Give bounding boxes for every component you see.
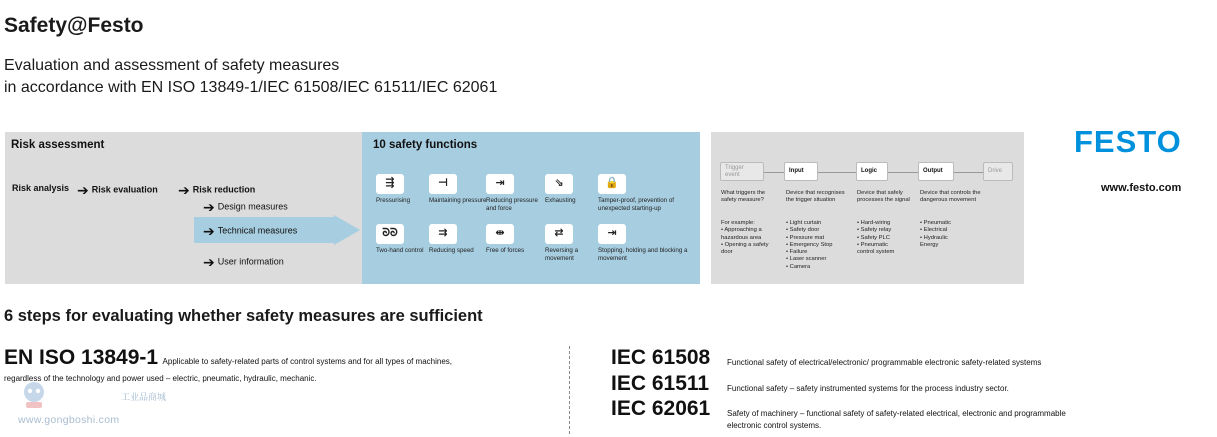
safety-function-label: Pressurising [376, 197, 411, 204]
iec-61511-name: IEC 61511 [611, 372, 710, 395]
steps-heading: 6 steps for evaluating whether safety measures are sufficient [4, 307, 483, 325]
risk-evaluation-label: Risk evaluation [91, 184, 158, 195]
watermark-url: www.gongboshi.com [18, 414, 120, 426]
safety-function-item [376, 224, 436, 255]
reversing-icon: ⇄ [545, 224, 573, 244]
safety-function-label: Free of forces [486, 247, 525, 254]
en-iso-block [4, 346, 452, 370]
iec-61508-name: IEC 61508 [611, 346, 711, 369]
technical-measures-label: Technical measures [217, 225, 298, 236]
watermark-robot-icon [14, 378, 54, 410]
safety-function-label: Reversing a movement [545, 247, 579, 262]
stopping-icon: ⇥ [598, 224, 626, 244]
reducing-speed-icon: ⇉ [429, 224, 457, 244]
risk-analysis-label: Risk analysis [12, 183, 70, 193]
arrow-right-icon: ➔ [203, 254, 215, 270]
en-iso-desc-1: Applicable to safety-related parts of control systems and for all types of machines, [162, 357, 453, 366]
subtitle-line-2: in accordance with EN ISO 13849-1/IEC 61508/IEC 61511/IEC 62061 [4, 79, 498, 96]
iec-62061-name: IEC 62061 [611, 397, 711, 420]
input-question: Device that recognises the trigger situation [786, 190, 845, 204]
safety-function-item [486, 224, 546, 255]
safety-function-item [598, 174, 688, 212]
en-iso-desc-2: regardless of the technology and power used – electric, pneumatic, hydraulic, mechanic. [4, 374, 317, 383]
safety-function-label: Stopping, holding and blocking a movement [598, 247, 688, 262]
safety-function-label: Reducing pressure and force [486, 197, 538, 212]
risk-assessment-title: Risk assessment [11, 139, 105, 151]
trigger-examples: For example: • Approaching a hazardous area • Opening a safety door [721, 220, 769, 256]
free-of-forces-icon: ⇹ [486, 224, 514, 244]
maintaining-pressure-icon: ⊣ [429, 174, 457, 194]
logic-box: Logic [856, 162, 888, 181]
logic-examples: • Hard-wiring • Safety relay • Safety PLC • Pneumatic control system [857, 220, 895, 256]
output-question: Device that controls the dangerous movement [920, 190, 981, 204]
risk-reduction-label: Risk reduction [192, 184, 256, 195]
iec-61511-desc: Functional safety – safety instrumented systems for the process industry sector. [727, 384, 1009, 393]
arrow-right-icon: ➔ [178, 182, 190, 198]
technical-measures-pointer [334, 215, 360, 245]
iec-62061-desc-1: Safety of machinery – functional safety of safety-related electrical, electronic and programmable [727, 409, 1066, 418]
logic-question: Device that safely processes the signal [857, 190, 910, 204]
safety-function-label: Exhausting [545, 197, 576, 204]
trigger-event-box: Trigger event [720, 162, 764, 181]
safety-function-item [429, 224, 489, 255]
en-iso-name: EN ISO 13849-1 [4, 346, 159, 369]
pressurising-icon: ⇶ [376, 174, 404, 194]
process-chain-panel [711, 132, 1024, 284]
exhausting-icon: ⇘ [545, 174, 573, 194]
safety-function-item [598, 224, 688, 262]
trigger-question: What triggers the safety measure? [721, 190, 766, 204]
input-examples: • Light curtain • Safety door • Pressure mat • Emergency Stop • Failure • Laser scanner • Camera [786, 220, 833, 270]
subtitle-line-1: Evaluation and assessment of safety measures [4, 57, 340, 74]
safety-function-item [545, 224, 605, 262]
arrow-right-icon: ➔ [77, 182, 89, 198]
output-box: Output [918, 162, 954, 181]
festo-url-link[interactable]: www.festo.com [1101, 182, 1182, 194]
two-hand-icon: ᘐᘐ [376, 224, 404, 244]
lock-icon: 🔒 [598, 174, 626, 194]
safety-function-label: Tamper-proof, prevention of unexpected starting-up [598, 197, 675, 212]
safety-function-item [376, 174, 436, 205]
safety-function-item [486, 174, 546, 212]
page-title: Safety@Festo [4, 14, 144, 37]
arrow-right-icon: ➔ [203, 199, 215, 215]
user-information-label: User information [217, 256, 284, 267]
safety-function-label: Two-hand control [376, 247, 424, 254]
output-examples: • Pneumatic • Electrical • Hydraulic Energy [920, 220, 952, 248]
safety-function-item [545, 174, 605, 205]
input-box: Input [784, 162, 818, 181]
section-divider [569, 346, 570, 434]
iec-62061-desc-2: electronic control systems. [727, 421, 822, 430]
safety-function-item [429, 174, 489, 205]
reducing-pressure-icon: ⇥ [486, 174, 514, 194]
design-measures-label: Design measures [217, 201, 288, 212]
risk-assessment-panel [5, 132, 363, 284]
iec-61508-desc: Functional safety of electrical/electronic/ programmable electronic safety-related systems [727, 358, 1042, 367]
watermark-cn-text: 工业品商城 [121, 392, 167, 402]
safety-functions-title: 10 safety functions [373, 139, 478, 151]
arrow-right-icon: ➔ [203, 223, 215, 239]
drive-box: Drive [983, 162, 1013, 181]
safety-function-label: Maintaining pressure [429, 197, 487, 204]
festo-logo: FESTO [1074, 124, 1182, 159]
safety-function-label: Reducing speed [429, 247, 474, 254]
